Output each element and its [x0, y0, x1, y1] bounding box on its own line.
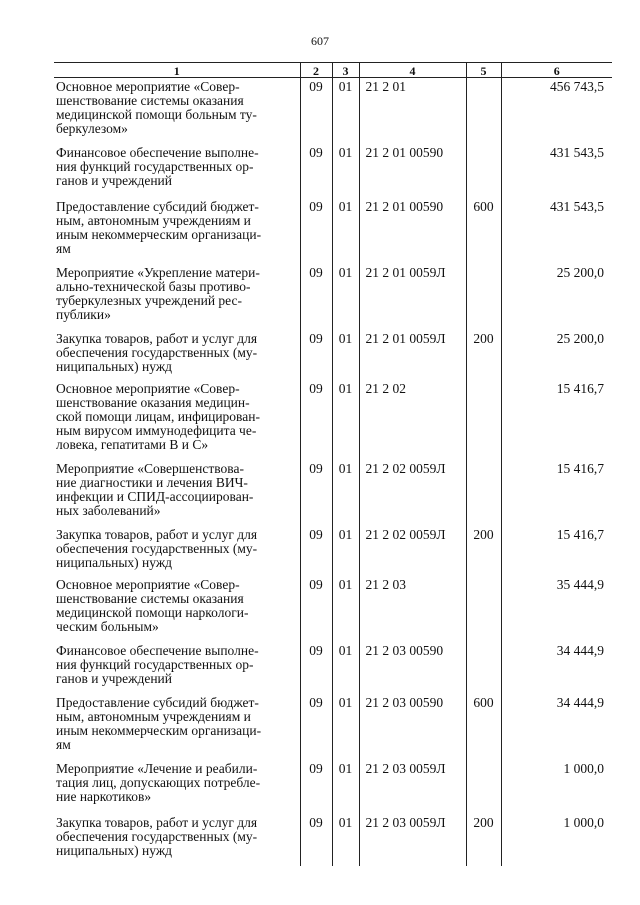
- header-col-5: 5: [466, 63, 501, 78]
- row-expense-type: [466, 264, 501, 330]
- row-section: 09: [300, 642, 332, 694]
- row-subsection: 01: [332, 760, 359, 814]
- row-amount: 431 543,5: [501, 198, 612, 264]
- row-target-code: 21 2 01: [359, 78, 466, 144]
- budget-table: [54, 62, 612, 866]
- row-amount: 25 200,0: [501, 264, 612, 330]
- header-col-6: 6: [501, 63, 612, 78]
- table-body: [54, 78, 612, 866]
- row-subsection: 01: [332, 526, 359, 576]
- row-name: Основное мероприятие «Совер- шенствование оказания медицин- ской помощи лицам, инфицирован- ным вирусом иммунодефицита че- ловека, гепатитами В и С»: [56, 380, 260, 452]
- row-amount: 431 543,5: [501, 144, 612, 198]
- row-section: 09: [300, 264, 332, 330]
- row-expense-type: 600: [466, 694, 501, 760]
- row-target-code: 21 2 01 0059Л: [359, 330, 466, 380]
- row-subsection: 01: [332, 330, 359, 380]
- row-name: Мероприятие «Совершенствова- ние диагностики и лечения ВИЧ- инфекции и СПИД-ассоциирован- ных заболеваний»: [56, 460, 254, 518]
- table-row: [54, 144, 612, 198]
- row-subsection: 01: [332, 576, 359, 642]
- row-target-code: 21 2 03: [359, 576, 466, 642]
- table-row: [54, 694, 612, 760]
- table-row: [54, 576, 612, 642]
- row-target-code: 21 2 03 0059Л: [359, 814, 466, 866]
- row-subsection: 01: [332, 380, 359, 460]
- row-section: 09: [300, 576, 332, 642]
- row-amount: 25 200,0: [501, 330, 612, 380]
- row-amount: 15 416,7: [501, 380, 612, 460]
- row-section: 09: [300, 330, 332, 380]
- header-col-4: 4: [359, 63, 466, 78]
- row-name: Закупка товаров, работ и услуг для обеспечения государственных (му- ниципальных) нужд: [56, 330, 258, 374]
- row-expense-type: 200: [466, 330, 501, 380]
- row-section: 09: [300, 760, 332, 814]
- row-amount: 35 444,9: [501, 576, 612, 642]
- row-amount: 15 416,7: [501, 526, 612, 576]
- row-amount: 34 444,9: [501, 694, 612, 760]
- row-amount: 456 743,5: [501, 78, 612, 144]
- row-target-code: 21 2 02 0059Л: [359, 460, 466, 526]
- row-expense-type: [466, 642, 501, 694]
- row-target-code: 21 2 01 0059Л: [359, 264, 466, 330]
- row-name: Предоставление субсидий бюджет- ным, автономным учреждениям и иным некоммерческим организаци- ям: [56, 198, 262, 256]
- row-section: 09: [300, 814, 332, 866]
- row-section: 09: [300, 78, 332, 144]
- header-row: [54, 63, 612, 78]
- row-amount: 15 416,7: [501, 460, 612, 526]
- row-expense-type: [466, 576, 501, 642]
- row-name: Финансовое обеспечение выполне- ния функций государственных ор- ганов и учреждений: [56, 642, 259, 686]
- row-name: Мероприятие «Укрепление матери- ально-технической базы противо- туберкулезных учреждений рес- публики»: [56, 264, 260, 322]
- header-col-2: 2: [300, 63, 332, 78]
- row-name: Предоставление субсидий бюджет- ным, автономным учреждениям и иным некоммерческим организаци- ям: [56, 694, 262, 752]
- row-expense-type: 200: [466, 526, 501, 576]
- row-section: 09: [300, 460, 332, 526]
- row-expense-type: [466, 460, 501, 526]
- table-row: [54, 264, 612, 330]
- row-subsection: 01: [332, 642, 359, 694]
- row-expense-type: [466, 760, 501, 814]
- row-target-code: 21 2 03 0059Л: [359, 760, 466, 814]
- row-amount: 1 000,0: [501, 760, 612, 814]
- row-subsection: 01: [332, 78, 359, 144]
- row-name: Закупка товаров, работ и услуг для обеспечения государственных (му- ниципальных) нужд: [56, 526, 258, 570]
- row-section: 09: [300, 198, 332, 264]
- row-amount: 1 000,0: [501, 814, 612, 866]
- table-row: [54, 642, 612, 694]
- row-target-code: 21 2 02 0059Л: [359, 526, 466, 576]
- page-number: 607: [311, 34, 329, 48]
- table-header: [54, 63, 612, 78]
- row-section: 09: [300, 380, 332, 460]
- row-expense-type: 200: [466, 814, 501, 866]
- row-section: 09: [300, 526, 332, 576]
- table-row: [54, 460, 612, 526]
- row-expense-type: 600: [466, 198, 501, 264]
- row-expense-type: [466, 380, 501, 460]
- row-subsection: 01: [332, 264, 359, 330]
- row-amount: 34 444,9: [501, 642, 612, 694]
- row-subsection: 01: [332, 144, 359, 198]
- row-section: 09: [300, 144, 332, 198]
- row-target-code: 21 2 01 00590: [359, 198, 466, 264]
- row-name: Основное мероприятие «Совер- шенствование системы оказания медицинской помощи больным ту- беркулезом»: [56, 79, 257, 136]
- table-row: [54, 330, 612, 380]
- row-target-code: 21 2 01 00590: [359, 144, 466, 198]
- row-section: 09: [300, 694, 332, 760]
- table-row: [54, 380, 612, 460]
- row-subsection: 01: [332, 694, 359, 760]
- row-name: Мероприятие «Лечение и реабили- тация лиц, допускающих потребле- ние наркотиков»: [56, 760, 261, 804]
- row-target-code: 21 2 03 00590: [359, 694, 466, 760]
- row-target-code: 21 2 02: [359, 380, 466, 460]
- table-row: [54, 760, 612, 814]
- row-name: Закупка товаров, работ и услуг для обеспечения государственных (му- ниципальных) нужд: [56, 814, 258, 858]
- table-row: [54, 814, 612, 866]
- row-target-code: 21 2 03 00590: [359, 642, 466, 694]
- row-subsection: 01: [332, 814, 359, 866]
- row-expense-type: [466, 144, 501, 198]
- row-subsection: 01: [332, 460, 359, 526]
- header-col-3: 3: [332, 63, 359, 78]
- header-col-1: 1: [54, 63, 300, 78]
- table-row: [54, 78, 612, 144]
- row-name: Основное мероприятие «Совер- шенствование системы оказания медицинской помощи наркологи- ческим больным»: [56, 576, 249, 634]
- table-row: [54, 198, 612, 264]
- table-row: [54, 526, 612, 576]
- row-name: Финансовое обеспечение выполне- ния функций государственных ор- ганов и учреждений: [56, 144, 259, 188]
- row-subsection: 01: [332, 198, 359, 264]
- row-expense-type: [466, 78, 501, 144]
